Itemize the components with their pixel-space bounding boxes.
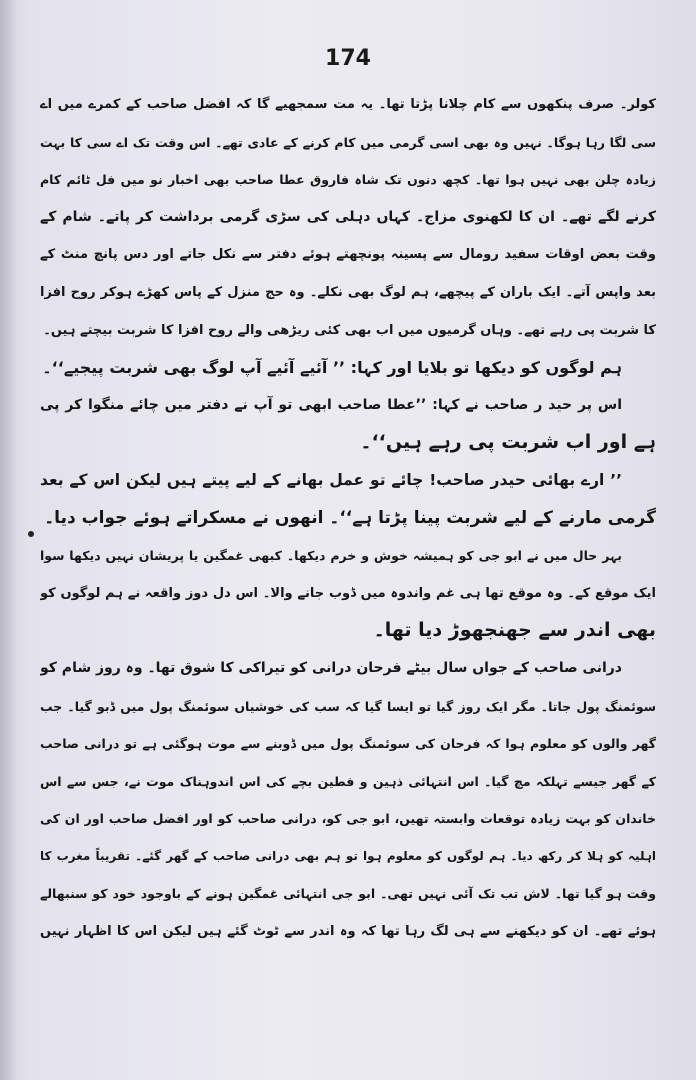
text-line: اس پر حید ر صاحب نے کہا: ’’عطا صاحب ابھی تو آپ نے دفتر میں چائے منگوا کر پی [40, 396, 622, 413]
text-line: ’’ ارے بھائی حیدر صاحب! چائے تو عمل بھانے کے لیے پیتے ہیں لیکن اس کے بعد [40, 470, 622, 489]
text-line: زیادہ چلن بھی نہیں ہوا تھا۔ کچھ دنوں تک شاہ فاروق عطا صاحب بھی اخبار نو میں فل ٹائم کام [40, 172, 656, 188]
text-line: وقت ہو گیا تھا۔ لاش تب تک آئی نہیں تھی۔ ابو جی انتہائی غمگین ہونے کے باوجود خود کو سنبھالے [40, 886, 656, 902]
text-line: خاندان کو بہت زیادہ توقعات وابستہ تھیں، ابو جی کو، درانی صاحب کو اور افضل صاحب اور ان کی [40, 811, 656, 827]
text-line: درانی صاحب کے جواں سال بیٹے فرحان درانی کو تیراکی کا شوق تھا۔ وہ روز شام کو [40, 659, 622, 676]
text-line: بہر حال میں نے ابو جی کو ہمیشہ خوش و خرم دیکھا۔ کبھی غمگین یا پریشان نہیں دیکھا سوا [40, 548, 622, 564]
text-line: ہے اور اب شربت پی رہے ہیں‘‘۔ [360, 431, 656, 454]
page-number: 174 [325, 46, 371, 71]
text-line: سوئمنگ پول جاتا۔ مگر ایک روز گیا تو ایسا گیا کہ سب کی خوشیاں سوئمنگ پول میں ڈبو گیا۔ جب [40, 698, 656, 714]
text-line: وقت بعض اوقات سفید رومال سے پسینہ پونچھتے ہوئے دفتر سے نکل جاتے اور دس پانچ منٹ کے [40, 247, 656, 263]
page-gutter [0, 0, 16, 1080]
text-line: ایک موقع کے۔ وہ موقع تھا ہی غم واندوہ میں ڈوب جانے والا۔ اس دل دوز واقعہ نے ہم لوگوں کو [40, 585, 656, 601]
text-line: ہم لوگوں کو دیکھا تو بلایا اور کہا: ’’ آئیے آئیے آپ لوگ بھی شربت پیجیے‘‘۔ [42, 358, 622, 378]
text-line: کے گھر جیسے تہلکہ مچ گیا۔ اس انتہائی ذہین و فطین بچے کی اس اندوہناک موت نے، جس سے اس [40, 773, 656, 789]
text-line: گرمی مارنے کے لیے شربت پینا پڑتا ہے‘‘۔ انھوں نے مسکراتے ہوئے جواب دیا۔ [44, 507, 656, 528]
text-line: ہوئے تھے۔ ان کو دیکھنے سے ہی لگ رہا تھا کہ وہ اندر سے ٹوٹ گئے ہیں لیکن اس کا اظہار نہیں [40, 924, 656, 940]
text-line: کرنے لگے تھے۔ ان کا لکھنوی مزاج۔ کہاں دہلی کی سڑی گرمی برداشت کر پاتے۔ شام کے [40, 208, 656, 225]
text-line: کولر۔ صرف پنکھوں سے کام چلانا پڑتا تھا۔ یہ مت سمجھیے گا کہ افضل صاحب کے کمرے میں اے [40, 97, 656, 112]
text-line: سی لگا رہا ہوگا۔ نہیں وہ بھی اسی گرمی میں کام کرنے کے عادی تھے۔ اس وقت تک اے سی کا بہت [40, 134, 656, 150]
stray-mark [28, 531, 34, 537]
body-text [40, 86, 656, 951]
text-line: بھی اندر سے جھنجھوڑ دیا تھا۔ [373, 619, 656, 642]
text-line: بعد واپس آتے۔ ایک باران کے پیچھے، ہم لوگ بھی نکلے۔ وہ حج منزل کے پاس کھڑے ہوکر روح افزا [40, 284, 656, 300]
text-line: گھر والوں کو معلوم ہوا کہ فرحان کی سوئمنگ پول میں ڈوبنے سے موت ہوگئی ہے تو درانی صاحب [40, 736, 656, 752]
text-line: اہلیہ کو ہلا کر رکھ دیا۔ ہم لوگوں کو معلوم ہوا تو ہم بھی درانی صاحب کے گھر گئے۔ تقریباً مغرب کا [40, 848, 656, 863]
text-line: کا شربت پی رہے تھے۔ وہاں گرمیوں میں اب بھی کئی ریڑھی والے روح افزا کا شربت بیچتے ہیں۔ [43, 322, 656, 338]
